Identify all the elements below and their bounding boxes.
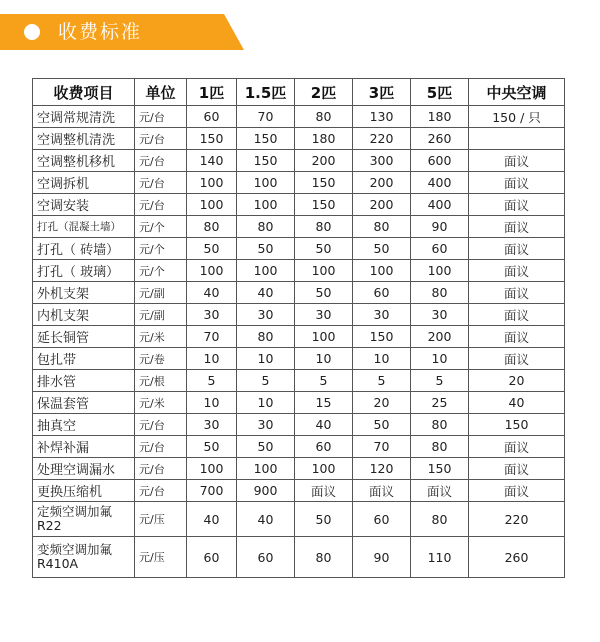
unit-cell: 元/米 bbox=[135, 392, 187, 414]
price-cell: 20 bbox=[469, 370, 565, 392]
price-cell: 150 bbox=[469, 414, 565, 436]
price-cell: 面议 bbox=[295, 480, 353, 502]
price-cell: 150 bbox=[295, 172, 353, 194]
price-cell bbox=[469, 128, 565, 150]
price-cell: 80 bbox=[411, 414, 469, 436]
table-row bbox=[33, 238, 565, 260]
price-cell: 50 bbox=[295, 502, 353, 537]
table-row bbox=[33, 458, 565, 480]
price-cell: 40 bbox=[187, 282, 237, 304]
table-row bbox=[33, 480, 565, 502]
item-cell: 空调整机移机 bbox=[33, 150, 135, 172]
unit-cell: 元/台 bbox=[135, 458, 187, 480]
price-cell: 300 bbox=[353, 150, 411, 172]
price-cell: 200 bbox=[353, 172, 411, 194]
unit-cell: 元/台 bbox=[135, 480, 187, 502]
price-cell: 50 bbox=[353, 414, 411, 436]
price-cell: 80 bbox=[411, 502, 469, 537]
unit-cell: 元/副 bbox=[135, 304, 187, 326]
price-cell: 50 bbox=[237, 238, 295, 260]
price-cell: 50 bbox=[295, 282, 353, 304]
price-cell: 100 bbox=[237, 194, 295, 216]
table-row bbox=[33, 392, 565, 414]
price-cell: 100 bbox=[295, 458, 353, 480]
price-cell: 面议 bbox=[353, 480, 411, 502]
price-cell: 60 bbox=[187, 106, 237, 128]
table-row bbox=[33, 370, 565, 392]
unit-cell: 元/台 bbox=[135, 414, 187, 436]
price-cell: 60 bbox=[353, 282, 411, 304]
price-cell: 5 bbox=[237, 370, 295, 392]
price-cell: 40 bbox=[237, 282, 295, 304]
table-row bbox=[33, 414, 565, 436]
price-cell: 220 bbox=[353, 128, 411, 150]
price-cell: 10 bbox=[353, 348, 411, 370]
price-cell: 面议 bbox=[469, 436, 565, 458]
title-banner bbox=[0, 14, 244, 50]
item-cell: 抽真空 bbox=[33, 414, 135, 436]
unit-cell: 元/压 bbox=[135, 537, 187, 578]
table-header-row bbox=[33, 79, 565, 106]
price-cell: 面议 bbox=[469, 458, 565, 480]
price-cell: 100 bbox=[187, 260, 237, 282]
price-cell: 150 bbox=[353, 326, 411, 348]
item-cell: 打孔（ 砖墙） bbox=[33, 238, 135, 260]
price-cell: 700 bbox=[187, 480, 237, 502]
unit-cell: 元/台 bbox=[135, 172, 187, 194]
price-cell: 30 bbox=[187, 304, 237, 326]
price-cell: 60 bbox=[295, 436, 353, 458]
price-cell: 150 bbox=[237, 150, 295, 172]
item-cell: 空调整机清洗 bbox=[33, 128, 135, 150]
price-cell: 220 bbox=[469, 502, 565, 537]
column-header: 3匹 bbox=[353, 79, 411, 106]
price-cell: 20 bbox=[353, 392, 411, 414]
price-cell: 面议 bbox=[469, 238, 565, 260]
price-cell: 70 bbox=[353, 436, 411, 458]
price-cell: 110 bbox=[411, 537, 469, 578]
price-cell: 5 bbox=[187, 370, 237, 392]
item-cell: 内机支架 bbox=[33, 304, 135, 326]
table-row bbox=[33, 326, 565, 348]
column-header: 单位 bbox=[135, 79, 187, 106]
price-cell: 面议 bbox=[469, 282, 565, 304]
price-cell: 30 bbox=[411, 304, 469, 326]
price-cell: 25 bbox=[411, 392, 469, 414]
price-cell: 5 bbox=[295, 370, 353, 392]
item-cell: 空调安装 bbox=[33, 194, 135, 216]
price-cell: 260 bbox=[469, 537, 565, 578]
item-cell: 打孔（混凝土墙） bbox=[33, 216, 135, 238]
price-cell: 100 bbox=[237, 458, 295, 480]
unit-cell: 元/个 bbox=[135, 216, 187, 238]
price-cell: 50 bbox=[187, 436, 237, 458]
price-cell: 100 bbox=[187, 458, 237, 480]
item-cell: 排水管 bbox=[33, 370, 135, 392]
price-cell: 面议 bbox=[469, 194, 565, 216]
column-header: 5匹 bbox=[411, 79, 469, 106]
price-cell: 面议 bbox=[469, 304, 565, 326]
price-cell: 80 bbox=[411, 282, 469, 304]
price-cell: 70 bbox=[187, 326, 237, 348]
price-cell: 50 bbox=[187, 238, 237, 260]
price-cell: 900 bbox=[237, 480, 295, 502]
price-cell: 30 bbox=[237, 414, 295, 436]
fee-table bbox=[32, 78, 565, 578]
price-cell: 50 bbox=[295, 238, 353, 260]
item-cell: 更换压缩机 bbox=[33, 480, 135, 502]
price-cell: 80 bbox=[187, 216, 237, 238]
price-cell: 120 bbox=[353, 458, 411, 480]
item-cell: 变频空调加氟R410A bbox=[33, 537, 135, 578]
price-cell: 90 bbox=[411, 216, 469, 238]
table-row bbox=[33, 282, 565, 304]
price-cell: 80 bbox=[353, 216, 411, 238]
price-cell: 200 bbox=[353, 194, 411, 216]
price-cell: 50 bbox=[353, 238, 411, 260]
unit-cell: 元/台 bbox=[135, 436, 187, 458]
item-cell: 打孔（ 玻璃） bbox=[33, 260, 135, 282]
price-cell: 400 bbox=[411, 172, 469, 194]
unit-cell: 元/根 bbox=[135, 370, 187, 392]
price-cell: 100 bbox=[237, 172, 295, 194]
item-cell: 空调拆机 bbox=[33, 172, 135, 194]
price-cell: 10 bbox=[295, 348, 353, 370]
item-cell: 定频空调加氟R22 bbox=[33, 502, 135, 537]
price-cell: 80 bbox=[411, 436, 469, 458]
price-cell: 600 bbox=[411, 150, 469, 172]
price-cell: 100 bbox=[295, 326, 353, 348]
price-cell: 200 bbox=[295, 150, 353, 172]
item-cell: 保温套管 bbox=[33, 392, 135, 414]
price-cell: 80 bbox=[237, 216, 295, 238]
price-cell: 面议 bbox=[469, 150, 565, 172]
unit-cell: 元/台 bbox=[135, 106, 187, 128]
item-cell: 处理空调漏水 bbox=[33, 458, 135, 480]
table-row bbox=[33, 150, 565, 172]
price-cell: 60 bbox=[353, 502, 411, 537]
unit-cell: 元/台 bbox=[135, 128, 187, 150]
price-cell: 40 bbox=[469, 392, 565, 414]
item-cell: 外机支架 bbox=[33, 282, 135, 304]
price-cell: 40 bbox=[187, 502, 237, 537]
price-cell: 140 bbox=[187, 150, 237, 172]
price-cell: 60 bbox=[411, 238, 469, 260]
price-cell: 5 bbox=[411, 370, 469, 392]
item-cell: 空调常规清洗 bbox=[33, 106, 135, 128]
circle-bullet-icon bbox=[24, 24, 40, 40]
column-header: 2匹 bbox=[295, 79, 353, 106]
table-row bbox=[33, 128, 565, 150]
price-cell: 260 bbox=[411, 128, 469, 150]
table-row bbox=[33, 260, 565, 282]
price-cell: 150 bbox=[187, 128, 237, 150]
unit-cell: 元/卷 bbox=[135, 348, 187, 370]
unit-cell: 元/个 bbox=[135, 260, 187, 282]
price-cell: 30 bbox=[237, 304, 295, 326]
price-cell: 80 bbox=[295, 216, 353, 238]
table-row bbox=[33, 348, 565, 370]
price-cell: 40 bbox=[295, 414, 353, 436]
price-cell: 30 bbox=[353, 304, 411, 326]
unit-cell: 元/台 bbox=[135, 150, 187, 172]
price-cell: 面议 bbox=[469, 348, 565, 370]
price-cell: 5 bbox=[353, 370, 411, 392]
table-row bbox=[33, 172, 565, 194]
item-cell: 包扎带 bbox=[33, 348, 135, 370]
price-cell: 10 bbox=[187, 348, 237, 370]
unit-cell: 元/副 bbox=[135, 282, 187, 304]
table-row bbox=[33, 106, 565, 128]
price-cell: 15 bbox=[295, 392, 353, 414]
unit-cell: 元/米 bbox=[135, 326, 187, 348]
price-cell: 40 bbox=[237, 502, 295, 537]
price-cell: 100 bbox=[353, 260, 411, 282]
column-header: 1.5匹 bbox=[237, 79, 295, 106]
price-cell: 180 bbox=[411, 106, 469, 128]
table-row bbox=[33, 436, 565, 458]
price-cell: 面议 bbox=[469, 260, 565, 282]
price-cell: 70 bbox=[237, 106, 295, 128]
price-cell: 10 bbox=[187, 392, 237, 414]
price-cell: 30 bbox=[295, 304, 353, 326]
price-cell: 80 bbox=[237, 326, 295, 348]
price-cell: 150 / 只 bbox=[469, 106, 565, 128]
price-cell: 100 bbox=[295, 260, 353, 282]
price-cell: 面议 bbox=[411, 480, 469, 502]
page-title: 收费标准 bbox=[58, 21, 143, 43]
price-cell: 60 bbox=[187, 537, 237, 578]
price-cell: 10 bbox=[237, 348, 295, 370]
price-cell: 150 bbox=[237, 128, 295, 150]
table-row bbox=[33, 537, 565, 578]
price-cell: 100 bbox=[187, 194, 237, 216]
price-cell: 200 bbox=[411, 326, 469, 348]
column-header: 1匹 bbox=[187, 79, 237, 106]
table-row bbox=[33, 216, 565, 238]
price-cell: 100 bbox=[411, 260, 469, 282]
column-header: 收费项目 bbox=[33, 79, 135, 106]
price-cell: 30 bbox=[187, 414, 237, 436]
unit-cell: 元/个 bbox=[135, 238, 187, 260]
price-cell: 面议 bbox=[469, 172, 565, 194]
price-cell: 90 bbox=[353, 537, 411, 578]
unit-cell: 元/台 bbox=[135, 194, 187, 216]
price-cell: 180 bbox=[295, 128, 353, 150]
price-cell: 150 bbox=[411, 458, 469, 480]
price-cell: 面议 bbox=[469, 216, 565, 238]
item-cell: 延长铜管 bbox=[33, 326, 135, 348]
price-cell: 面议 bbox=[469, 480, 565, 502]
column-header: 中央空调 bbox=[469, 79, 565, 106]
price-cell: 400 bbox=[411, 194, 469, 216]
price-cell: 80 bbox=[295, 106, 353, 128]
unit-cell: 元/压 bbox=[135, 502, 187, 537]
price-cell: 130 bbox=[353, 106, 411, 128]
price-cell: 50 bbox=[237, 436, 295, 458]
price-cell: 80 bbox=[295, 537, 353, 578]
table-row bbox=[33, 502, 565, 537]
price-cell: 100 bbox=[187, 172, 237, 194]
table-row bbox=[33, 194, 565, 216]
price-cell: 60 bbox=[237, 537, 295, 578]
price-cell: 10 bbox=[237, 392, 295, 414]
item-cell: 补焊补漏 bbox=[33, 436, 135, 458]
table-row bbox=[33, 304, 565, 326]
price-cell: 10 bbox=[411, 348, 469, 370]
price-cell: 面议 bbox=[469, 326, 565, 348]
price-cell: 150 bbox=[295, 194, 353, 216]
price-cell: 100 bbox=[237, 260, 295, 282]
